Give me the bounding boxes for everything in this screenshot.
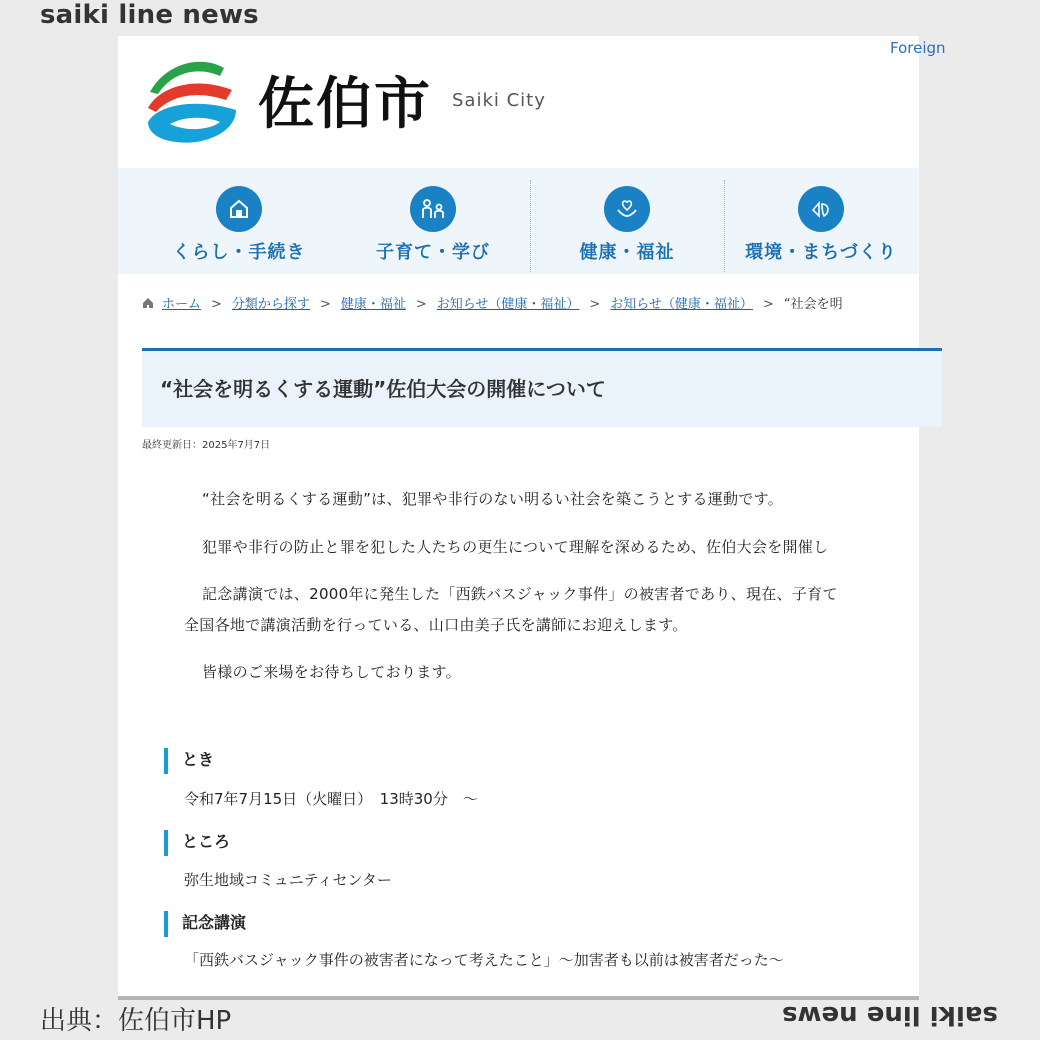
section-body-lecture: 「西鉄バスジャック事件の被害者になって考えたこと」～加害者も以前は被害者だった～ bbox=[184, 951, 784, 969]
leaf-icon bbox=[798, 186, 844, 232]
body-paragraph: “社会を明るくする運動”は、犯罪や非行のない明るい社会を築こうとする運動です。 bbox=[202, 490, 784, 508]
breadcrumb-current: “社会を明 bbox=[783, 297, 843, 312]
breadcrumb-health[interactable]: 健康・福祉 bbox=[340, 297, 406, 312]
breadcrumb-separator: > bbox=[762, 297, 774, 312]
city-name-logo[interactable]: 佐伯市 bbox=[258, 72, 432, 137]
nav-item-environment[interactable] bbox=[724, 168, 918, 274]
breadcrumb-separator: > bbox=[415, 297, 427, 312]
nav-item-label: 環境・まちづくり bbox=[745, 242, 897, 263]
breadcrumb-news[interactable]: お知らせ（健康・福祉） bbox=[436, 297, 580, 312]
main-navigation bbox=[118, 168, 919, 274]
nav-item-childcare[interactable] bbox=[336, 168, 530, 274]
nav-item-label: 健康・福祉 bbox=[579, 242, 675, 263]
nav-item-living[interactable] bbox=[142, 168, 336, 274]
city-name-english: Saiki City bbox=[452, 90, 546, 111]
nav-item-label: くらし・手続き bbox=[172, 242, 306, 263]
city-logo-icon bbox=[140, 46, 240, 146]
nav-item-health[interactable] bbox=[530, 168, 724, 274]
last-updated: 最終更新日：2025年7月7日 bbox=[142, 440, 271, 451]
family-icon bbox=[410, 186, 456, 232]
house-icon bbox=[216, 186, 262, 232]
section-heading-place: ところ bbox=[164, 830, 230, 856]
breadcrumb-news-2[interactable]: お知らせ（健康・福祉） bbox=[610, 297, 753, 312]
body-paragraph: 全国各地で講演活動を行っている、山口由美子氏を講師にお迎えします。 bbox=[184, 616, 688, 634]
section-heading-time: とき bbox=[164, 748, 214, 774]
foreign-language-link[interactable]: Foreign bbox=[890, 39, 946, 57]
breadcrumb-home[interactable]: ホーム bbox=[162, 297, 202, 312]
brand-watermark-bottom: saiki line news bbox=[782, 1000, 998, 1030]
body-paragraph: 皆様のご来場をお待ちしております。 bbox=[202, 663, 461, 681]
section-body-time: 令和7年7月15日（火曜日） 13時30分 ～ bbox=[184, 790, 478, 808]
breadcrumb bbox=[142, 293, 843, 312]
brand-watermark-top: saiki line news bbox=[40, 0, 259, 30]
breadcrumb-separator: > bbox=[211, 297, 222, 312]
section-body-place: 弥生地域コミュニティセンター bbox=[184, 871, 392, 889]
heart-hands-icon bbox=[604, 186, 650, 232]
source-credit: 出典：佐伯市HP bbox=[40, 1006, 232, 1036]
breadcrumb-separator: > bbox=[319, 297, 331, 312]
body-paragraph: 犯罪や非行の防止と罪を犯した人たちの更生について理解を深めるため、佐伯大会を開催し bbox=[202, 538, 829, 556]
page-title-box bbox=[142, 348, 942, 427]
breadcrumb-separator: > bbox=[589, 297, 601, 312]
section-heading-lecture: 記念講演 bbox=[164, 911, 246, 937]
screenshot-frame bbox=[118, 36, 946, 1000]
home-icon bbox=[142, 297, 154, 309]
body-paragraph: 記念講演では、2000年に発生した「西鉄バスジャック事件」の被害者であり、現在、子育て bbox=[202, 585, 838, 603]
breadcrumb-category[interactable]: 分類から探す bbox=[231, 297, 310, 312]
nav-item-label: 子育て・学び bbox=[376, 242, 490, 263]
page-title: “社会を明るくする運動”佐伯大会の開催について bbox=[160, 377, 606, 401]
